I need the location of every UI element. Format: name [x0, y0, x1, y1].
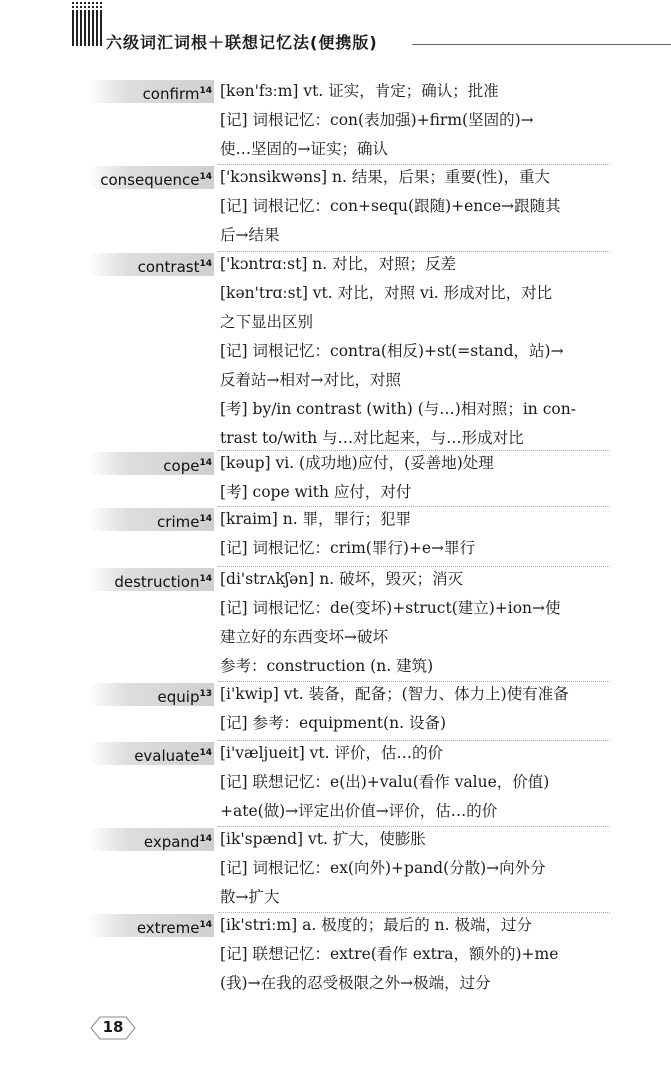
headword	[88, 508, 214, 534]
note-line: 之下显出区别	[220, 313, 314, 331]
headword-text: equip	[157, 688, 200, 706]
definition-line: [ik'striːm] a. 极度的；最后的 n. 极端，过分	[220, 916, 532, 934]
headword-text: consequence	[100, 171, 200, 189]
definition-line: [di'strʌkʃən] n. 破坏，毁灭；消灭	[220, 570, 464, 588]
note-line: [记] 词根记忆：contra(相反)+st(=stand，站)→	[220, 342, 564, 360]
headword-frequency: 14	[199, 259, 212, 269]
headword-text: evaluate	[134, 747, 200, 765]
headword-text: extreme	[136, 919, 200, 937]
headword	[88, 828, 214, 854]
definition-line: ['kɔnsikwəns] n. 结果，后果；重要(性)，重大	[220, 168, 550, 186]
definition-line: ['kɔntrɑːst] n. 对比，对照；反差	[220, 255, 457, 273]
definition-line: [i'væljueit] vt. 评价，估…的价	[220, 744, 444, 762]
definition-line: [ik'spænd] vt. 扩大，使膨胀	[220, 830, 426, 848]
headword-text: expand	[143, 833, 200, 851]
definition-line: [kən'fɜːm] vt. 证实，肯定；确认；批准	[220, 82, 499, 100]
headword	[88, 166, 214, 192]
headword	[88, 568, 214, 594]
note-line: [考] by/in contrast (with) (与…)相对照；in con-	[220, 400, 576, 418]
headword-frequency: 14	[199, 834, 212, 844]
headword-frequency: 14	[199, 458, 212, 468]
headword-text: cope	[163, 457, 200, 475]
headword-text: confirm	[142, 85, 200, 103]
note-line: [记] 词根记忆：con(表加强)+firm(坚固的)→	[220, 111, 534, 129]
headword-frequency: 14	[199, 920, 212, 930]
note-line: +ate(做)→评定出价值→评价，估…的价	[220, 802, 498, 820]
headword-frequency: 14	[199, 86, 212, 96]
note-line: 参考：construction (n. 建筑)	[220, 657, 434, 675]
definition-line: [kraim] n. 罪，罪行；犯罪	[220, 510, 412, 528]
note-line: [记] 词根记忆：con+sequ(跟随)+ence→跟随其	[220, 197, 561, 215]
headword-frequency: 14	[199, 172, 212, 182]
header-rule	[412, 44, 671, 45]
headword	[88, 683, 214, 709]
note-line: [记] 联想记忆：extre(看作 extra，额外的)+me	[220, 945, 559, 963]
page-number-label: 18	[102, 1018, 124, 1036]
headword	[88, 742, 214, 768]
note-line: [记] 联想记忆：e(出)+valu(看作 value，价值)	[220, 773, 550, 791]
note-line: [kən'trɑːst] vt. 对比，对照 vi. 形成对比，对比	[220, 284, 553, 302]
headword	[88, 914, 214, 940]
headword	[88, 452, 214, 478]
headword	[88, 80, 214, 106]
book-title: 六级词汇词根＋联想记忆法(便携版)	[106, 33, 378, 52]
note-line: 反着站→相对→对比，对照	[220, 371, 401, 389]
note-line: 后→结果	[220, 226, 280, 244]
headword-text: contrast	[137, 258, 200, 276]
definition-line: [kəup] vi. (成功地)应付，(妥善地)处理	[220, 454, 494, 472]
note-line: 使…坚固的→证实；确认	[220, 140, 388, 158]
note-line: [记] 词根记忆：de(变坏)+struct(建立)+ion→使	[220, 599, 561, 617]
headword-frequency: 14	[199, 748, 212, 758]
note-line: (我)→在我的忍受极限之外→极端，过分	[220, 974, 491, 992]
note-line: [记] 词根记忆：crim(罪行)+e→罪行	[220, 539, 476, 557]
note-line: trast to/with 与…对比起来，与…形成对比	[220, 429, 524, 447]
definition-line: [i'kwip] vt. 装备，配备；(智力、体力上)使有准备	[220, 685, 569, 703]
headword	[88, 253, 214, 279]
running-header	[0, 0, 671, 60]
note-line: 散→扩大	[220, 888, 280, 906]
header-decoration	[72, 2, 102, 46]
note-line: [考] cope with 应付，对付	[220, 483, 412, 501]
headword-frequency: 13	[199, 689, 212, 699]
headword-frequency: 14	[199, 514, 212, 524]
note-line: [记] 参考：equipment(n. 设备)	[220, 714, 446, 732]
headword-frequency: 14	[199, 574, 212, 584]
note-line: 建立好的东西变坏→破坏	[220, 628, 388, 646]
note-line: [记] 词根记忆：ex(向外)+pand(分散)→向外分	[220, 859, 546, 877]
page-number	[90, 1015, 136, 1041]
headword-text: destruction	[114, 573, 200, 591]
headword-text: crime	[157, 513, 200, 531]
